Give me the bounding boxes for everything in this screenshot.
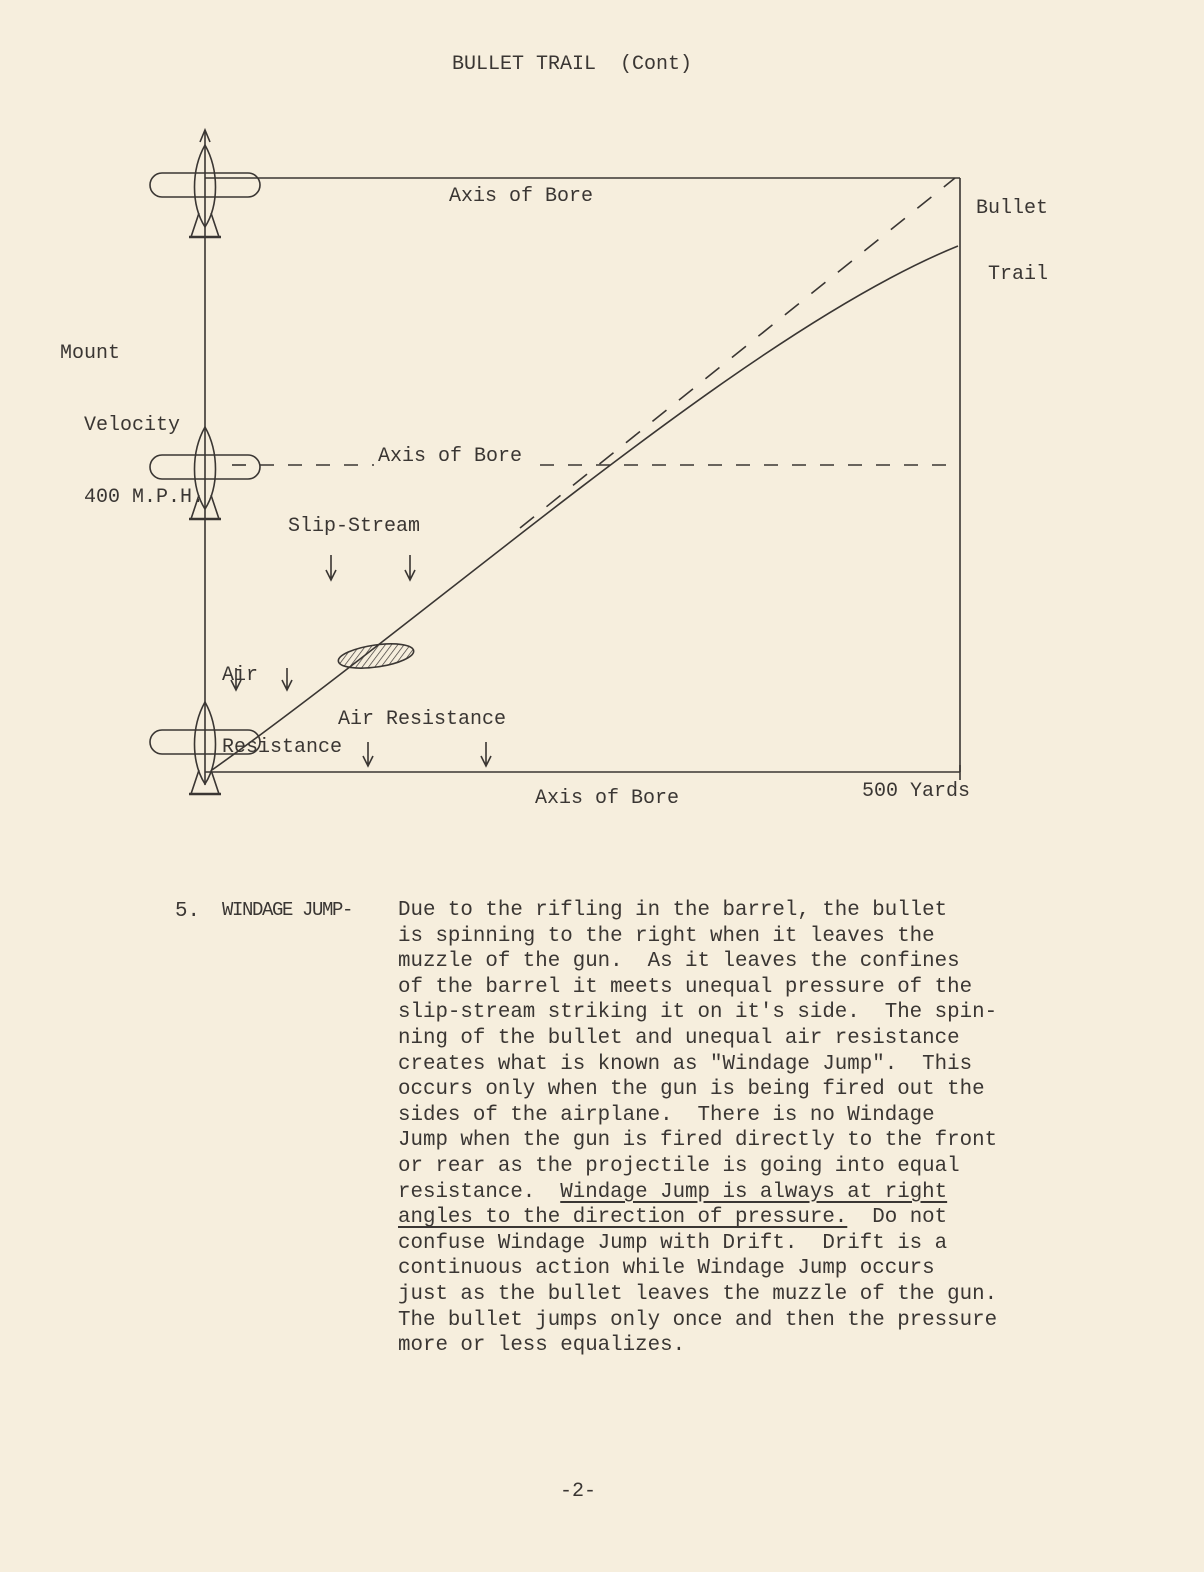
label-bullet-trail-line2: Trail	[988, 263, 1049, 286]
underlined-text: angles to the direction of pressure.	[398, 1206, 848, 1230]
body-line: of the barrel it meets unequal pressure of the	[398, 975, 973, 999]
label-mount: Mount	[60, 342, 121, 365]
label-air: Air	[222, 664, 259, 687]
body-line: occurs only when the gun is being fired out the	[398, 1078, 985, 1102]
section-heading: WINDAGE JUMP-	[222, 899, 353, 921]
page-title: BULLET TRAIL (Cont)	[452, 53, 693, 76]
label-axis-of-bore-middle: Axis of Bore	[374, 446, 526, 468]
body-line: Jump when the gun is fired directly to the front	[398, 1129, 998, 1153]
label-air-resistance-bottom: Air Resistance	[338, 708, 507, 731]
label-mount-velocity	[60, 294, 204, 534]
section-number: 5.	[175, 900, 200, 923]
label-resistance: Resistance	[222, 736, 343, 759]
body-line: more or less equalizes.	[398, 1334, 686, 1358]
body-line: ning of the bullet and unequal air resistance	[398, 1026, 960, 1050]
body-line: Due to the rifling in the barrel, the bullet	[398, 899, 948, 922]
section-body	[398, 898, 997, 1359]
label-bullet-trail-line1: Bullet	[976, 197, 1049, 220]
label-speed: 400 M.P.H.	[84, 486, 205, 509]
body-text: Do not	[847, 1206, 948, 1230]
body-line	[398, 1205, 997, 1231]
underlined-text: Windage Jump is always at right	[560, 1180, 948, 1204]
body-line: slip-stream striking it on it's side. The spin-	[398, 1001, 998, 1025]
label-air-resistance-left	[222, 616, 342, 784]
body-text: resistance.	[398, 1180, 561, 1204]
body-line: confuse Windage Jump with Drift. Drift is a	[398, 1231, 948, 1255]
label-bullet-trail	[976, 154, 1048, 308]
bullet-hatched	[337, 640, 415, 672]
label-axis-of-bore-bottom: Axis of Bore	[535, 787, 680, 810]
label-slip-stream: Slip-Stream	[288, 515, 421, 538]
body-line: is spinning to the right when it leaves the	[398, 924, 935, 948]
body-line: muzzle of the gun. As it leaves the confines	[398, 950, 960, 974]
page-number: -2-	[560, 1480, 597, 1503]
body-line: continuous action while Windage Jump occurs	[398, 1257, 935, 1281]
body-line	[398, 1180, 997, 1206]
label-velocity: Velocity	[84, 414, 181, 437]
bullet-path-dashed	[520, 178, 955, 528]
body-line: just as the bullet leaves the muzzle of the gun.	[398, 1282, 998, 1306]
label-axis-of-bore-top: Axis of Bore	[449, 185, 594, 208]
body-line: or rear as the projectile is going into equal	[398, 1154, 960, 1178]
body-line: The bullet jumps only once and then the pressure	[398, 1308, 998, 1332]
label-range: 500 Yards	[862, 780, 971, 803]
body-line: sides of the airplane. There is no Windage	[398, 1103, 935, 1127]
body-line: creates what is known as "Windage Jump". This	[398, 1052, 973, 1076]
